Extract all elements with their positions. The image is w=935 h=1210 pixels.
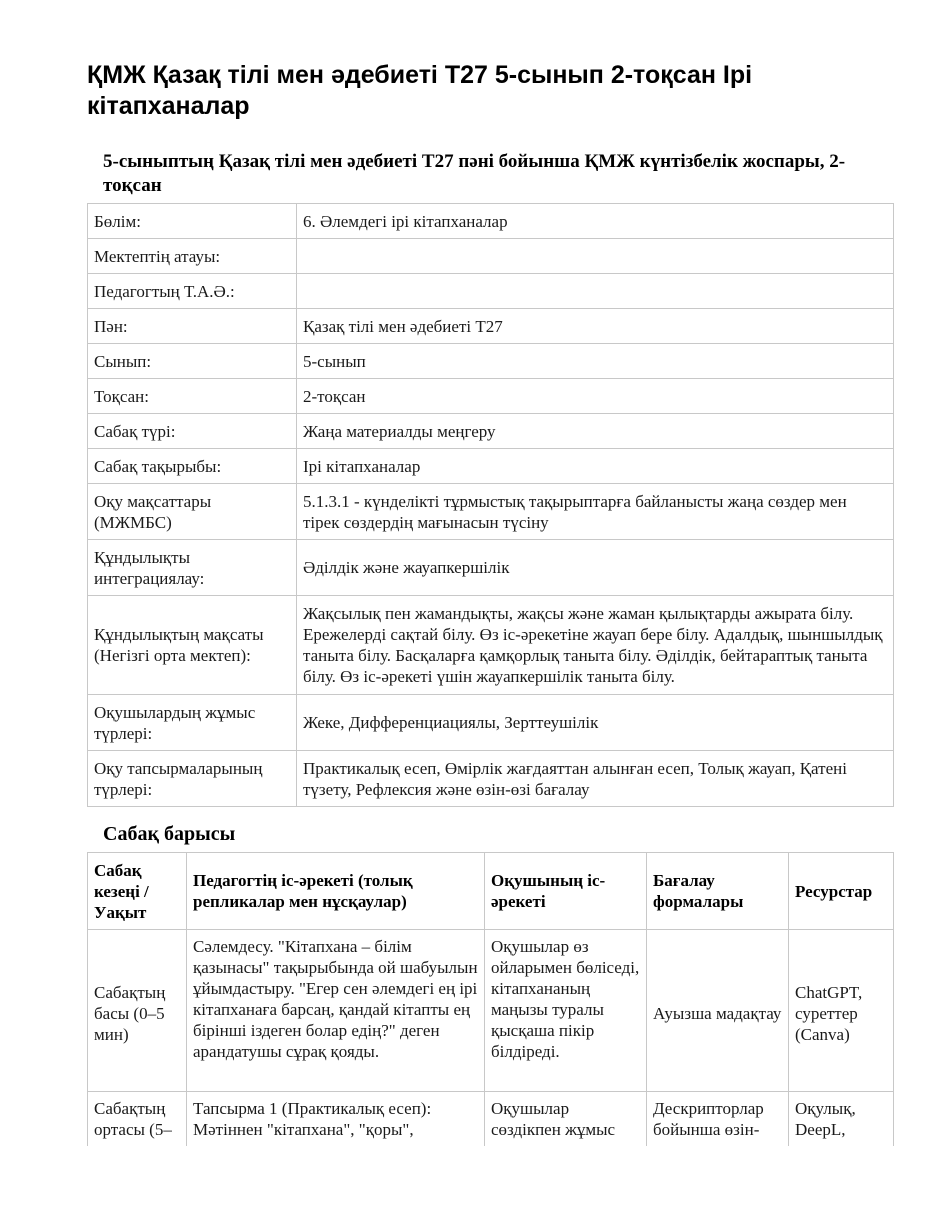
info-row-section (88, 204, 894, 239)
lesson-progress-table (87, 852, 894, 1182)
info-row-task-types (88, 751, 894, 807)
lesson-info-table (87, 203, 894, 807)
cell-resources: ChatGPT, суреттер (Canva) (789, 930, 894, 1092)
info-row-work-forms (88, 695, 894, 751)
info-value (297, 239, 894, 274)
document-title: ҚМЖ Қазақ тілі мен әдебиеті Т27 5-сынып 2-тоқсан Ірі кітапханалар (87, 61, 753, 120)
info-label: Оқу тапсырмаларының түрлері: (88, 751, 297, 807)
cell-assessment: Ауызша мадақтау (647, 930, 789, 1092)
info-label: Сынып: (88, 344, 297, 379)
info-row-learning-objectives (88, 484, 894, 540)
info-label: Оқушылардың жұмыс түрлері: (88, 695, 297, 751)
info-value: Әділдік және жауапкершілік (297, 540, 894, 596)
info-value: Жеке, Дифференциациялы, Зерттеушілік (297, 695, 894, 751)
info-value: Жаңа материалды меңгеру (297, 414, 894, 449)
info-label: Құндылықты интеграциялау: (88, 540, 297, 596)
info-row-quarter (88, 379, 894, 414)
info-value: Ірі кітапханалар (297, 449, 894, 484)
info-value: Жақсылық пен жамандықты, жақсы және жаман қылықтарды ажырата білу. Ережелерді сақтай білу. Өз іс-әрекетіне жауап бере білу. Адалдық, шыншылдық таныта білу. Басқаларға қамқорлық таныта білу. Әділдік, бейтараптық таныта білу. Өз іс-әрекеті үшін жауапкершілік таныта білу. (297, 596, 894, 695)
info-value: Қазақ тілі мен әдебиеті Т27 (297, 309, 894, 344)
info-label: Пән: (88, 309, 297, 344)
page-bottom-margin (0, 1146, 935, 1210)
info-value: 5-сынып (297, 344, 894, 379)
info-label: Құндылықтың мақсаты (Негізгі орта мектеп): (88, 596, 297, 695)
info-value: 6. Әлемдегі ірі кітапханалар (297, 204, 894, 239)
info-row-value-integration (88, 540, 894, 596)
cell-teacher-activity: Сәлемдесу. "Кітапхана – білім қазынасы" тақырыбында ой шабуылын ұйымдастыру. "Егер сен әлемдегі ең ірі кітапханаға барсаң, қандай кітапты ең бірінші іздеген болар едің?" деген арандатушы сұрақ қояды. (187, 930, 485, 1092)
cell-teacher-activity: Тапсырма 1 (Практикалық есеп): Мәтіннен "кітапхана", "қоры", (187, 1092, 485, 1182)
lesson-row-beginning (88, 930, 894, 1092)
info-label: Бөлім: (88, 204, 297, 239)
info-label: Оқу мақсаттары (МЖМБС) (88, 484, 297, 540)
header-teacher-activity: Педагогтің іс-әрекеті (толық репликалар мен нұсқаулар) (187, 853, 485, 930)
header-assessment: Бағалау формалары (647, 853, 789, 930)
info-label: Мектептің атауы: (88, 239, 297, 274)
info-label: Тоқсан: (88, 379, 297, 414)
info-row-lesson-type (88, 414, 894, 449)
info-value: 2-тоқсан (297, 379, 894, 414)
cell-student-activity: Оқушылар сөздікпен жұмыс (485, 1092, 647, 1182)
header-resources: Ресурстар (789, 853, 894, 930)
info-row-school (88, 239, 894, 274)
lesson-progress-heading: Сабақ барысы (103, 823, 236, 845)
info-label: Педагогтың Т.А.Ә.: (88, 274, 297, 309)
info-label: Сабақ тақырыбы: (88, 449, 297, 484)
info-row-lesson-topic (88, 449, 894, 484)
cell-stage: Сабақтың басы (0–5 мин) (88, 930, 187, 1092)
info-value: Практикалық есеп, Өмірлік жағдаяттан алынған есеп, Толық жауап, Қатені түзету, Рефлексия және өзін-өзі бағалау (297, 751, 894, 807)
cell-stage: Сабақтың ортасы (5– (88, 1092, 187, 1182)
info-row-subject (88, 309, 894, 344)
cell-student-activity: Оқушылар өз ойларымен бөліседі, кітапхананың маңызы туралы қысқаша пікір білдіреді. (485, 930, 647, 1092)
info-value (297, 274, 894, 309)
info-label: Сабақ түрі: (88, 414, 297, 449)
info-row-grade (88, 344, 894, 379)
plan-subtitle: 5-сыныптың Қазақ тілі мен әдебиеті Т27 пәні бойынша ҚМЖ күнтізбелік жоспары, 2-тоқсан (103, 151, 846, 196)
cell-resources: Оқулық, DeepL, (789, 1092, 894, 1182)
info-row-value-goal (88, 596, 894, 695)
lesson-header-row (88, 853, 894, 930)
header-stage: Сабақ кезеңі / Уақыт (88, 853, 187, 930)
cell-assessment: Дескрипторлар бойынша өзін- (647, 1092, 789, 1182)
info-row-teacher (88, 274, 894, 309)
info-value: 5.1.3.1 - күнделікті тұрмыстық тақырыптарға байланысты жаңа сөздер мен тірек сөздердің мағынасын түсіну (297, 484, 894, 540)
header-student-activity: Оқушының іс-әрекеті (485, 853, 647, 930)
